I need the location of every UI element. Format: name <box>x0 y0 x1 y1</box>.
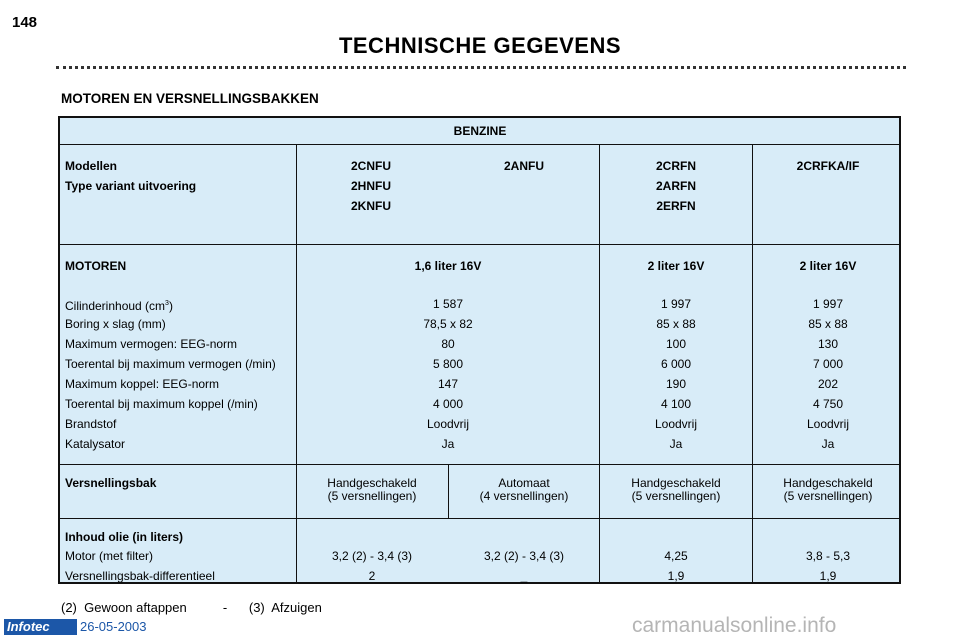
gearbox-gears: (4 versnellingen) <box>479 489 569 503</box>
model-cell: 2CNFU <box>350 159 392 173</box>
gearbox-gears: (5 versnellingen) <box>327 489 417 503</box>
spec-value: 1 997 <box>660 297 692 311</box>
oil-value: _ <box>520 569 528 583</box>
spec-value: 130 <box>817 337 839 351</box>
spec-value: Loodvrij <box>426 417 470 431</box>
spec-label: Katalysator <box>65 437 126 451</box>
spec-value: 80 <box>441 337 455 351</box>
footnote: (2) Gewoon aftappen - (3) Afzuigen <box>61 600 322 615</box>
gearbox-type: Automaat <box>498 476 550 490</box>
spec-value: Loodvrij <box>806 417 850 431</box>
spec-value: Loodvrij <box>654 417 698 431</box>
spec-value: 202 <box>817 377 839 391</box>
type-cell: 2ARFN <box>655 179 697 193</box>
spec-label: Maximum vermogen: EEG-norm <box>65 337 238 351</box>
section-title: MOTOREN EN VERSNELLINGSBAKKEN <box>61 91 319 106</box>
spec-value: 147 <box>437 377 459 391</box>
spec-value: 7 000 <box>812 357 844 371</box>
spec-label: Maximum koppel: EEG-norm <box>65 377 220 391</box>
engine-cell: 2 liter 16V <box>799 259 857 273</box>
oil-value: 1,9 <box>667 569 685 583</box>
oil-value: 2 <box>368 569 376 583</box>
spec-value: 78,5 x 82 <box>423 317 473 331</box>
spec-value: Ja <box>441 437 455 451</box>
spec-label: Toerental bij maximum koppel (/min) <box>65 397 258 411</box>
oil-value: 3,2 (2) - 3,4 (3) <box>483 549 565 563</box>
gearbox-gears: (5 versnellingen) <box>631 489 721 503</box>
spec-label: Cilinderinhoud $(cm^3)$ <box>65 299 173 313</box>
dotted-divider <box>56 66 906 69</box>
spec-value: 4 000 <box>432 397 464 411</box>
watermark: carmanualsonline.info <box>632 614 837 637</box>
spec-value: 6 000 <box>660 357 692 371</box>
col-divider <box>752 144 753 584</box>
spec-label: Boring x slag (mm) <box>65 317 166 331</box>
spec-label: Toerental bij maximum vermogen (/min) <box>65 357 276 371</box>
spec-value: Ja <box>821 437 835 451</box>
fuel-header: BENZINE <box>453 124 507 138</box>
row-divider <box>60 244 899 245</box>
type-cell: 2KNFU <box>350 199 392 213</box>
oil-value: 4,25 <box>664 549 688 563</box>
spec-value: 190 <box>665 377 687 391</box>
col-divider <box>599 144 600 584</box>
model-cell: 2CRFN <box>655 159 697 173</box>
spec-value: 5 800 <box>432 357 464 371</box>
row-divider <box>60 518 899 519</box>
spec-value: 100 <box>665 337 687 351</box>
oil-row-label: Motor (met filter) <box>65 549 154 563</box>
oil-row-label: Versnellingsbak-differentieel <box>65 569 215 583</box>
engine-cell: 2 liter 16V <box>647 259 705 273</box>
spec-value: 4 750 <box>812 397 844 411</box>
spec-value: Ja <box>669 437 683 451</box>
model-cell: 2CRFKA/IF <box>796 159 860 173</box>
gearbox-label: Versnellingsbak <box>65 476 157 490</box>
spec-label: Brandstof <box>65 417 117 431</box>
page-title: TECHNISCHE GEGEVENS <box>338 33 622 58</box>
type-cell: 2HNFU <box>350 179 392 193</box>
type-cell: 2ERFN <box>656 199 696 213</box>
spec-value: 1 997 <box>812 297 844 311</box>
spec-table <box>58 116 901 584</box>
gearbox-type: Handgeschakeld <box>783 476 873 490</box>
oil-label: Inhoud olie (in liters) <box>65 530 183 544</box>
spec-value: 85 x 88 <box>808 317 848 331</box>
spec-value: 1 587 <box>432 297 464 311</box>
oil-value: 1,9 <box>819 569 837 583</box>
row-divider <box>60 464 899 465</box>
type-label: Type variant uitvoering <box>65 179 197 193</box>
page-number: 148 <box>12 14 38 31</box>
row-divider <box>60 144 899 145</box>
oil-value: 3,2 (2) - 3,4 (3) <box>331 549 413 563</box>
gearbox-gears: (5 versnellingen) <box>783 489 873 503</box>
gearbox-type: Handgeschakeld <box>327 476 417 490</box>
spec-value: 4 100 <box>660 397 692 411</box>
engines-label: MOTOREN <box>65 259 127 273</box>
model-cell: 2ANFU <box>503 159 545 173</box>
oil-value: 3,8 - 5,3 <box>805 549 851 563</box>
spec-value: 85 x 88 <box>656 317 696 331</box>
print-date: 26-05-2003 <box>80 619 147 634</box>
infotec-logo: Infotec <box>4 619 77 635</box>
col-divider <box>448 464 449 518</box>
col-divider <box>296 144 297 584</box>
engine-cell: 1,6 liter 16V <box>414 259 482 273</box>
gearbox-type: Handgeschakeld <box>631 476 721 490</box>
models-label: Modellen <box>65 159 118 173</box>
